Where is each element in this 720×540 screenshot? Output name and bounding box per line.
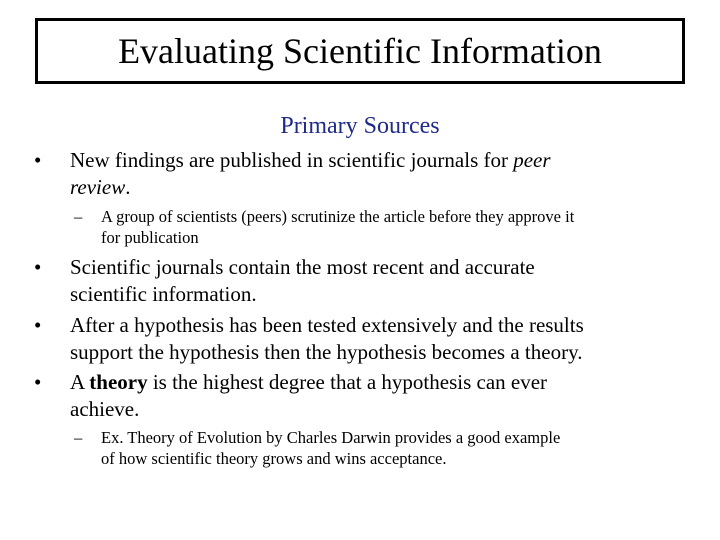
sub-bullet-line: for publication [101,228,199,247]
bullet-keyword: theory [89,370,148,394]
bullet-text [70,312,694,366]
bullet-line: scientific information. [70,282,257,306]
bullet-text-part: is the highest degree that a hypothesis can ever [147,370,548,394]
bullet-text-part: . [125,175,131,199]
bullet-line: achieve. [70,397,140,421]
bullet-text [70,254,694,308]
sub-bullet-marker: – [74,428,83,447]
bullet-marker: • [34,313,42,337]
bullet-item-journals [34,254,694,308]
sub-bullet-line: A group of scientists (peers) scrutinize the article before they approve it [101,207,575,226]
bullet-item-theory [34,369,694,423]
title-box [35,18,685,84]
bullet-text-part: New findings are published in scientific journals for [70,148,514,172]
bullet-emphasis: peer [513,148,551,172]
bullet-line [70,147,694,174]
bullet-line [70,369,694,396]
bullet-marker: • [34,370,42,394]
bullet-emphasis: review [70,175,126,199]
bullet-text [70,369,694,423]
sub-bullet-line: Ex. Theory of Evolution by Charles Darwin provides a good example [101,428,561,447]
sub-bullet-text [101,206,704,248]
section-subheading: Primary Sources [280,113,440,139]
bullet-item-peer-review [34,147,694,201]
bullet-item-hypothesis [34,312,694,366]
bullet-line [70,174,694,201]
sub-bullet-item-darwin [74,427,704,469]
slide-title: Evaluating Scientific Information [118,31,602,71]
bullet-marker: • [34,255,42,279]
sub-bullet-item-peers [74,206,704,248]
bullet-line: After a hypothesis has been tested extensively and the results [70,313,584,337]
sub-bullet-line: of how scientific theory grows and wins acceptance. [101,449,447,468]
bullet-text-part: A [70,370,90,394]
bullet-marker: • [34,148,42,172]
bullet-line: Scientific journals contain the most recent and accurate [70,255,535,279]
bullet-text [70,147,694,201]
bullet-line: support the hypothesis then the hypothesis becomes a theory. [70,340,583,364]
sub-bullet-marker: – [74,207,83,226]
sub-bullet-text [101,427,704,469]
